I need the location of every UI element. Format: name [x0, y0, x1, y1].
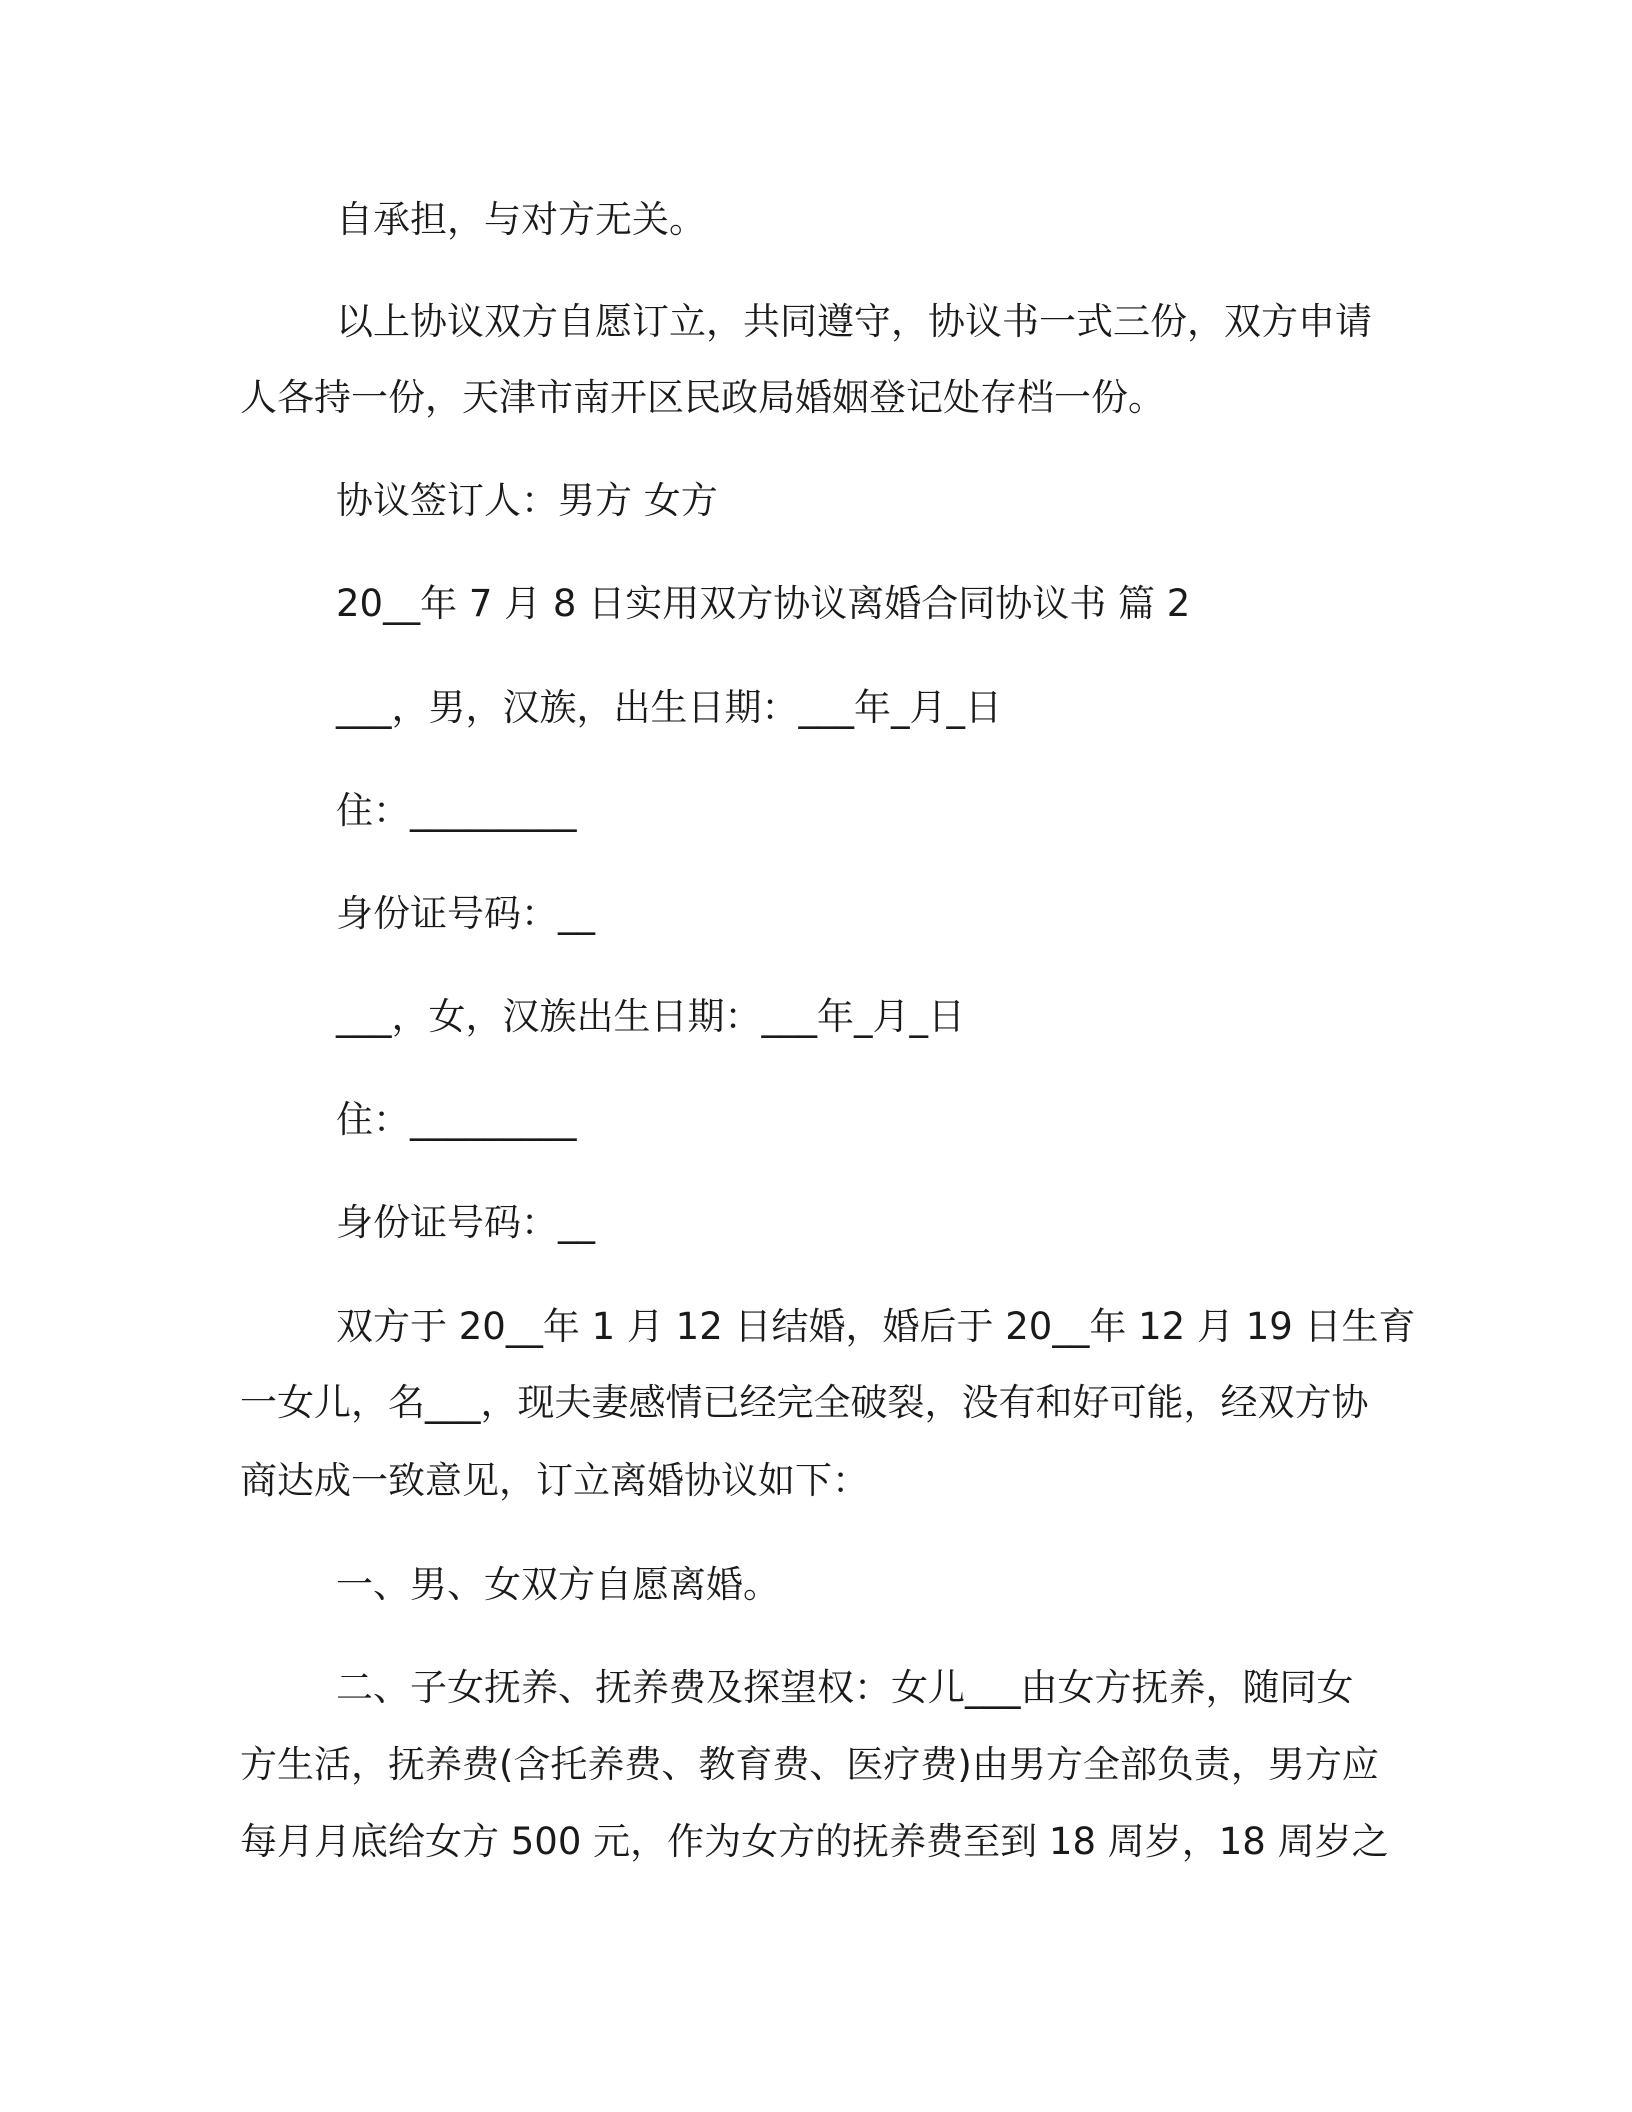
section-heading: 20__年 7 月 8 日实用双方协议离婚合同协议书 篇 2 — [336, 582, 1191, 625]
text-line: ___，男，汉族，出生日期：___年_月_日 — [336, 686, 1002, 729]
text-line: 方生活，抚养费(含托养费、教育费、医疗费)由男方全部负责，男方应 — [240, 1743, 1379, 1786]
text-line: 一、男、女双方自愿离婚。 — [336, 1563, 780, 1606]
text-line: 以上协议双方自愿订立，共同遵守，协议书一式三份，双方申请 — [336, 300, 1372, 343]
text-line: 自承担，与对方无关。 — [336, 198, 706, 241]
text-line: 二、子女抚养、抚养费及探望权：女儿___由女方抚养，随同女 — [336, 1666, 1354, 1709]
text-line: 协议签订人：男方 女方 — [336, 479, 718, 522]
text-line: 双方于 20__年 1 月 12 日结婚，婚后于 20__年 12 月 19 日生育 — [336, 1305, 1416, 1348]
text-line: 每月月底给女方 500 元，作为女方的抚养费至到 18 周岁，18 周岁之 — [240, 1820, 1389, 1863]
text-line: 住：_________ — [336, 789, 577, 832]
text-line: 住：_________ — [336, 1098, 577, 1141]
text-line: 身份证号码：__ — [336, 1201, 595, 1244]
text-line: 一女儿，名___，现夫妻感情已经完全破裂，没有和好可能，经双方协 — [240, 1381, 1369, 1424]
text-line: 人各持一份，天津市南开区民政局婚姻登记处存档一份。 — [240, 376, 1165, 419]
text-line: 商达成一致意见，订立离婚协议如下： — [240, 1459, 869, 1502]
text-line: ___，女，汉族出生日期：___年_月_日 — [336, 995, 965, 1038]
text-line: 身份证号码：__ — [336, 892, 595, 935]
